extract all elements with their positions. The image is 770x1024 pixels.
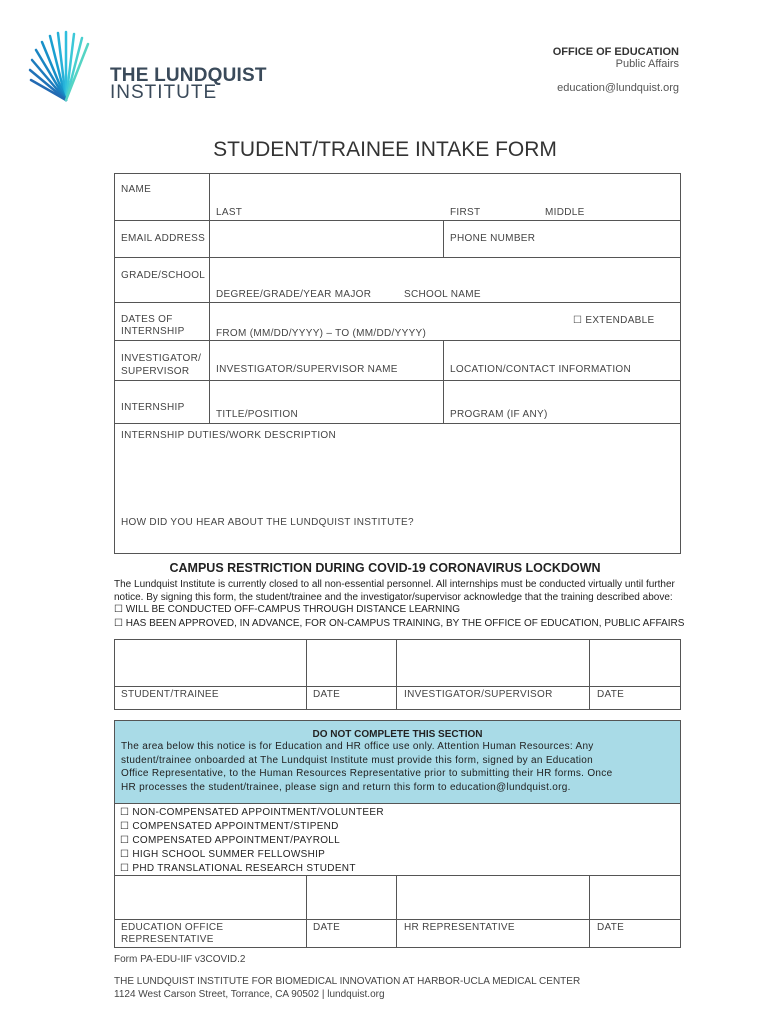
investigator-name-label: INVESTIGATOR/SUPERVISOR NAME [216, 364, 398, 375]
date-label-3: DATE [313, 922, 341, 933]
middle-label: MIDDLE [545, 207, 585, 218]
hr-date-field[interactable] [591, 877, 679, 918]
student-date-field[interactable] [308, 641, 394, 685]
education-signature-field[interactable] [116, 877, 304, 918]
school-name-label: SCHOOL NAME [404, 289, 481, 300]
notice-panel [115, 721, 680, 803]
extendable-checkbox[interactable]: ☐ EXTENDABLE [573, 315, 655, 326]
hr-representative-label: HR REPRESENTATIVE [404, 922, 515, 933]
office-email[interactable]: education@lundquist.org [557, 82, 679, 94]
office-subtitle: Public Affairs [615, 58, 679, 70]
appointment-option-volunteer[interactable]: ☐ NON-COMPENSATED APPOINTMENT/VOLUNTEER [120, 807, 384, 818]
date-label-2: DATE [597, 689, 625, 700]
from-to-label: FROM (MM/DD/YYYY) – TO (MM/DD/YYYY) [216, 328, 427, 339]
date-label-4: DATE [597, 922, 625, 933]
office-title: OFFICE OF EDUCATION [552, 46, 679, 58]
education-date-field[interactable] [308, 877, 394, 918]
covid-heading: CAMPUS RESTRICTION DURING COVID-19 CORONAVIRUS LOCKDOWN [169, 561, 601, 575]
date-label-1: DATE [313, 689, 341, 700]
student-signature-field[interactable] [116, 641, 304, 685]
education-office-label: EDUCATION OFFICE REPRESENTATIVE [121, 922, 224, 945]
form-id: Form PA-EDU-IIF v3COVID.2 [114, 954, 246, 965]
title-position-label: TITLE/POSITION [216, 409, 298, 420]
off-campus-checkbox[interactable]: ☐ WILL BE CONDUCTED OFF-CAMPUS THROUGH DISTANCE LEARNING [114, 604, 461, 615]
investigator-label: INVESTIGATOR/ SUPERVISOR [121, 353, 202, 377]
notice-heading: DO NOT COMPLETE THIS SECTION [312, 729, 483, 740]
footer-address: 1124 West Carson Street, Torrance, CA 90502 | lundquist.org [114, 989, 385, 1000]
office-block [553, 46, 679, 94]
name-label: NAME [121, 184, 152, 195]
first-label: FIRST [450, 207, 481, 218]
dates-of-label: DATES OF INTERNSHIP [121, 314, 185, 337]
investigator-date-field[interactable] [591, 641, 679, 685]
appointment-option-stipend[interactable]: ☐ COMPENSATED APPOINTMENT/STIPEND [120, 821, 339, 832]
student-trainee-label: STUDENT/TRAINEE [121, 689, 219, 700]
hr-signature-field[interactable] [398, 877, 587, 918]
on-campus-checkbox[interactable]: ☐ HAS BEEN APPROVED, IN ADVANCE, FOR ON-CAMPUS TRAINING, BY THE OFFICE OF EDUCATION, PUBLIC AFFAIRS [114, 618, 685, 629]
appointment-options [120, 806, 384, 876]
appointment-option-fellowship[interactable]: ☐ HIGH SCHOOL SUMMER FELLOWSHIP [120, 849, 326, 860]
grade-school-label: GRADE/SCHOOL [121, 270, 206, 281]
internship-label: INTERNSHIP [121, 402, 185, 413]
form-title: STUDENT/TRAINEE INTAKE FORM [213, 138, 557, 161]
program-label: PROGRAM (IF ANY) [450, 409, 548, 420]
phone-label: PHONE NUMBER [450, 233, 536, 244]
duties-label: INTERNSHIP DUTIES/WORK DESCRIPTION [121, 430, 337, 441]
degree-label: DEGREE/GRADE/YEAR MAJOR [216, 289, 372, 300]
appointment-option-payroll[interactable]: ☐ COMPENSATED APPOINTMENT/PAYROLL [120, 835, 341, 846]
notice-text: The area below this notice is for Education and HR office use only. Attention Human Resources: Any student/trainee onboarded at The Lundquist Institute must provide this form, signed by an Education Office Representative, to the Human Resources Representative prior to submitting their HR forms. Once HR processes the student/trainee, please sign and return this form to education@lundquist.org. [121, 741, 613, 793]
hear-about-label: HOW DID YOU HEAR ABOUT THE LUNDQUIST INSTITUTE? [121, 517, 414, 528]
logo-name-line2: INSTITUTE [110, 82, 218, 103]
covid-paragraph: The Lundquist Institute is currently closed to all non-essential personnel. All internships must be conducted virtually until further notice. By signing this form, the student/trainee and the investigator/supervisor acknowledge that the training described above: [114, 579, 675, 603]
lundquist-logo-icon [28, 30, 108, 106]
logo-name-line1: THE LUNDQUIST [110, 65, 267, 86]
email-input[interactable] [211, 222, 441, 256]
grade-school-input[interactable] [211, 259, 679, 287]
investigator-signature-field[interactable] [398, 641, 587, 685]
footer-org: THE LUNDQUIST INSTITUTE FOR BIOMEDICAL INNOVATION AT HARBOR-UCLA MEDICAL CENTER [114, 976, 581, 987]
last-label: LAST [216, 207, 243, 218]
email-label: EMAIL ADDRESS [121, 233, 206, 244]
appointment-option-phd[interactable]: ☐ PHD TRANSLATIONAL RESEARCH STUDENT [120, 863, 356, 874]
location-label: LOCATION/CONTACT INFORMATION [450, 364, 631, 375]
duties-input[interactable] [116, 442, 679, 510]
phone-input[interactable] [540, 222, 679, 256]
name-input[interactable] [211, 175, 679, 205]
investigator-supervisor-label: INVESTIGATOR/SUPERVISOR [404, 689, 553, 700]
